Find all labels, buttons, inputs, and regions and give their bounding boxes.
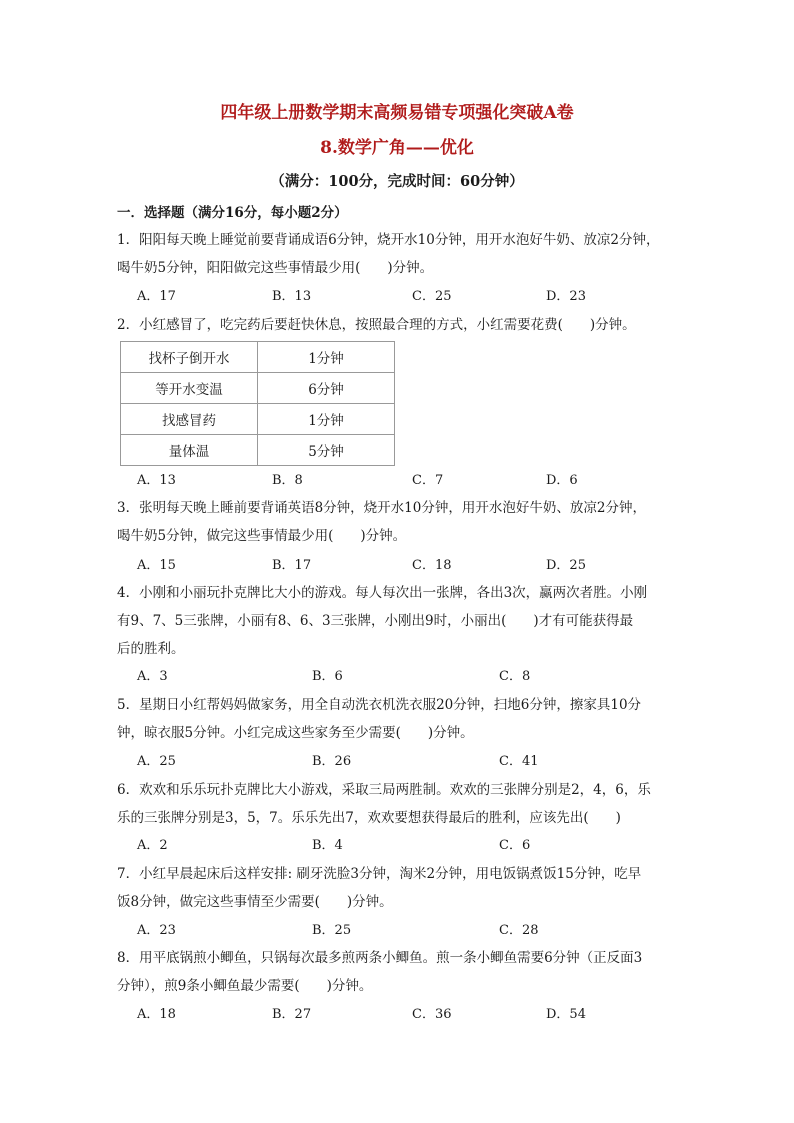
question-7-option-a[interactable]: A．23	[137, 923, 176, 938]
question-8-option-c[interactable]: C．36	[412, 1007, 452, 1022]
question-6-line-1: 6．欢欢和乐乐玩扑克牌比大小游戏，采取三局两胜制。欢欢的三张牌分别是2，4，6，乐	[117, 782, 651, 798]
question-2-line-1: 2．小红感冒了，吃完药后要赶快休息，按照最合理的方式，小红需要花费( )分钟。	[117, 317, 636, 333]
table-row	[121, 435, 395, 466]
question-2-option-c[interactable]: C．7	[412, 473, 444, 488]
question-6-option-a[interactable]: A．2	[137, 838, 168, 853]
question-8-line-2: 分钟），煎9条小鲫鱼最少需要( )分钟。	[117, 978, 373, 994]
page-subtitle: 8.数学广角——优化	[320, 138, 474, 158]
table-row	[121, 342, 395, 373]
question-5-option-b[interactable]: B．26	[312, 754, 352, 769]
question-1-option-b[interactable]: B．13	[272, 289, 312, 304]
question-2-option-b[interactable]: B．8	[272, 473, 303, 488]
question-4-option-a[interactable]: A．3	[137, 669, 168, 684]
table-cell-time: 1分钟	[258, 342, 395, 373]
question-3-option-d[interactable]: D．25	[546, 558, 586, 573]
question-7-line-2: 饭8分钟，做完这些事情至少需要( )分钟。	[117, 894, 393, 910]
question-4-option-c[interactable]: C．8	[499, 669, 531, 684]
question-7-line-1: 7．小红早晨起床后这样安排: 刷牙洗脸3分钟，淘米2分钟，用电饭锅煮饭15分钟，吃早	[117, 866, 642, 882]
question-6-line-2: 乐的三张牌分别是3，5，7。乐乐先出7，欢欢要想获得最后的胜利，应该先出( )	[117, 810, 621, 826]
table-cell-task: 等开水变温	[121, 373, 258, 404]
question-8-line-1: 8．用平底锅煎小鲫鱼，只锅每次最多煎两条小鲫鱼。煎一条小鲫鱼需要6分钟（正反面3	[117, 950, 643, 966]
table-cell-time: 5分钟	[258, 435, 395, 466]
table-cell-time: 6分钟	[258, 373, 395, 404]
question-1-option-c[interactable]: C．25	[412, 289, 452, 304]
question-1-option-d[interactable]: D．23	[546, 289, 586, 304]
question-3-option-c[interactable]: C．18	[412, 558, 452, 573]
question-3-option-a[interactable]: A．15	[137, 558, 176, 573]
question-3-line-1: 3．张明每天晚上睡前要背诵英语8分钟，烧开水10分钟，用开水泡好牛奶、放凉2分钟，	[117, 500, 646, 516]
question-7-option-c[interactable]: C．28	[499, 923, 539, 938]
question-6-option-c[interactable]: C．6	[499, 838, 531, 853]
question-5-option-a[interactable]: A．25	[137, 754, 176, 769]
table-cell-task: 找杯子倒开水	[121, 342, 258, 373]
table-cell-task: 找感冒药	[121, 404, 258, 435]
question-5-option-c[interactable]: C．41	[499, 754, 539, 769]
question-8-option-a[interactable]: A．18	[137, 1007, 176, 1022]
question-1-option-a[interactable]: A．17	[137, 289, 176, 304]
question-2-option-a[interactable]: A．13	[137, 473, 176, 488]
question-4-option-b[interactable]: B．6	[312, 669, 343, 684]
table-row	[121, 404, 395, 435]
table-cell-task: 量体温	[121, 435, 258, 466]
table-cell-time: 1分钟	[258, 404, 395, 435]
question-4-line-3: 后的胜利。	[117, 641, 185, 657]
question-3-option-b[interactable]: B．17	[272, 558, 312, 573]
question-4-line-1: 4．小刚和小丽玩扑克牌比大小的游戏。每人每次出一张牌，各出3次，赢两次者胜。小刚	[117, 585, 648, 601]
question-8-option-d[interactable]: D．54	[546, 1007, 586, 1022]
question-7-option-b[interactable]: B．25	[312, 923, 352, 938]
question-1-line-2: 喝牛奶5分钟，阳阳做完这些事情最少用( )分钟。	[117, 260, 434, 276]
question-5-line-1: 5．星期日小红帮妈妈做家务，用全自动洗衣机洗衣服20分钟，扫地6分钟，擦家具10分	[117, 697, 642, 713]
exam-info: （满分：100分，完成时间：60分钟）	[270, 173, 524, 190]
table-row	[121, 373, 395, 404]
question-1-line-1: 1．阳阳每天晚上睡觉前要背诵成语6分钟，烧开水10分钟，用开水泡好牛奶、放凉2分钟，	[117, 232, 660, 248]
page-title: 四年级上册数学期末高频易错专项强化突破A卷	[220, 103, 574, 123]
question-4-line-2: 有9、7、5三张牌，小丽有8、6、3三张牌，小刚出9时，小丽出( )才有可能获得最	[117, 613, 634, 629]
question-3-line-2: 喝牛奶5分钟，做完这些事情最少用( )分钟。	[117, 528, 407, 544]
question-8-option-b[interactable]: B．27	[272, 1007, 312, 1022]
question-6-option-b[interactable]: B．4	[312, 838, 343, 853]
question-2-table	[120, 341, 395, 466]
section-heading: 一．选择题（满分16分，每小题2分）	[117, 205, 348, 221]
question-5-line-2: 钟，晾衣服5分钟。小红完成这些家务至少需要( )分钟。	[117, 725, 474, 741]
question-2-option-d[interactable]: D．6	[546, 473, 578, 488]
